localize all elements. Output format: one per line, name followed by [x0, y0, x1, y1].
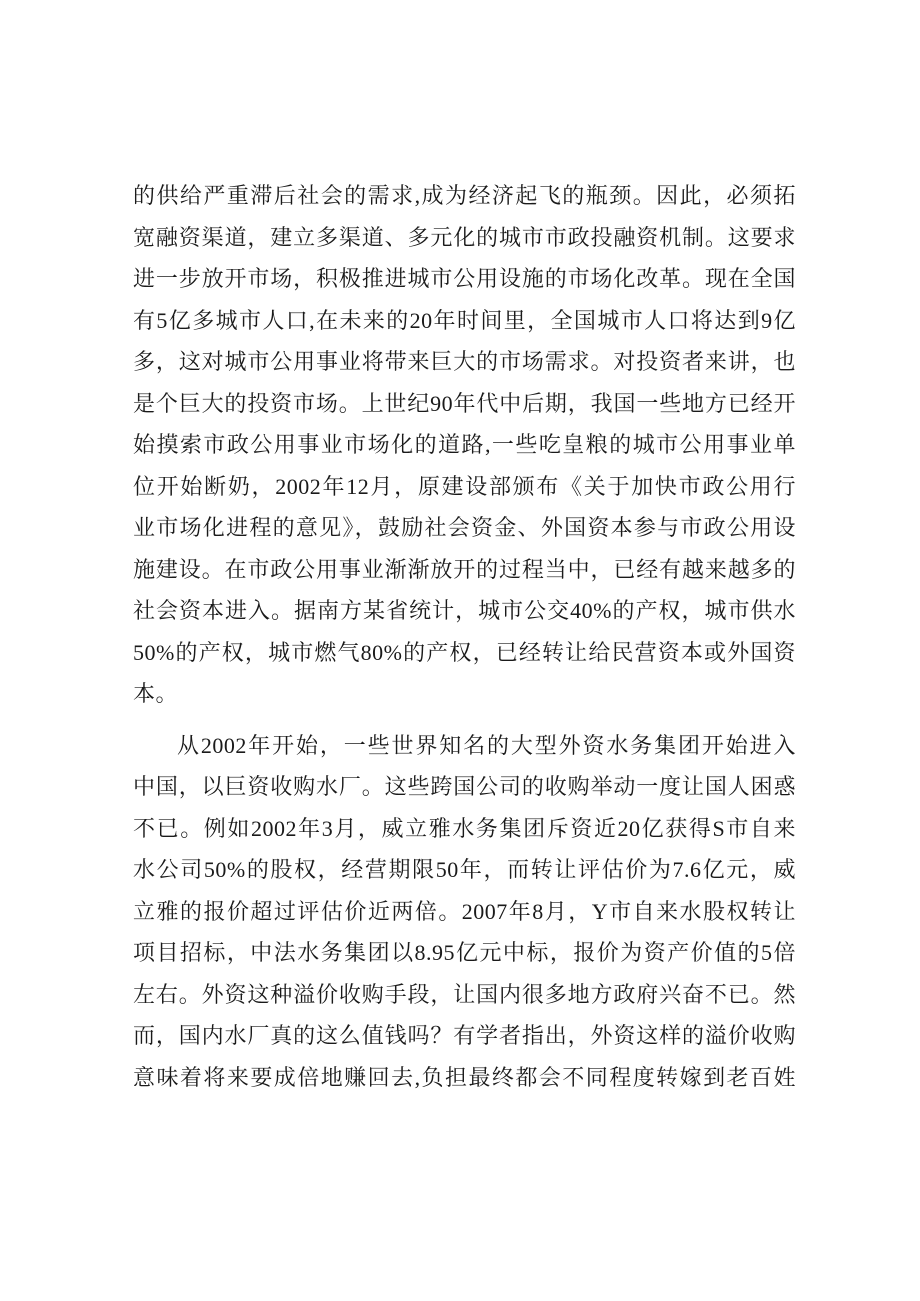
text-line: 从2002年开始，一些世界知名的大型外资水务集团开始进入	[177, 732, 796, 758]
text-line: 社会资本进入。据南方某省统计，城市公交40%的产权，城市供水	[133, 598, 796, 623]
text-line: 而，国内水厂真的这么值钱吗？有学者指出，外资这样的溢价收购	[133, 1023, 796, 1048]
paragraph-2	[133, 725, 796, 1099]
text-line: 业市场化进程的意见》，鼓励社会资金、外国资本参与市政公用设	[133, 515, 796, 540]
text-line: 水公司50%的股权，经营期限50年，而转让评估价为7.6亿元，威	[133, 857, 796, 882]
text-line: 立雅的报价超过评估价近两倍。2007年8月，Y市自来水股权转让	[133, 898, 796, 924]
text-line: 项目招标，中法水务集团以8.95亿元中标，报价为资产价值的5倍	[133, 940, 796, 965]
text-line: 施建设。在市政公用事业渐渐放开的过程当中，已经有越来越多的	[133, 556, 796, 582]
text-line: 始摸索市政公用事业市场化的道路,一些吃皇粮的城市公用事业单	[133, 432, 796, 457]
text-line: 多，这对城市公用事业将带来巨大的市场需求。对投资者来讲，也	[133, 349, 796, 374]
text-line: 意味着将来要成倍地赚回去,负担最终都会不同程度转嫁到老百姓	[133, 1064, 796, 1090]
text-line: 宽融资渠道，建立多渠道、多元化的城市市政投融资机制。这要求	[133, 224, 796, 250]
text-line: 本。	[133, 681, 179, 706]
text-line: 中国，以巨资收购水厂。这些跨国公司的收购举动一度让国人困惑	[133, 774, 796, 799]
text-line: 左右。外资这种溢价收购手段，让国内很多地方政府兴奋不已。然	[133, 981, 796, 1007]
paragraph-1	[133, 175, 796, 715]
text-line: 不已。例如2002年3月，威立雅水务集团斥资近20亿获得S市自来	[133, 815, 796, 841]
text-line: 是个巨大的投资市场。上世纪90年代中后期，我国一些地方已经开	[133, 390, 796, 416]
text-line: 有5亿多城市人口,在未来的20年时间里，全国城市人口将达到9亿	[133, 307, 796, 333]
text-line: 50%的产权，城市燃气80%的产权，已经转让给民营资本或外国资	[133, 639, 796, 665]
text-line: 位开始断奶，2002年12月，原建设部颁布《关于加快市政公用行	[133, 473, 796, 499]
text-line: 进一步放开市场，积极推进城市公用设施的市场化改革。现在全国	[133, 266, 796, 291]
body-text	[133, 175, 796, 1098]
text-line: 的供给严重滞后社会的需求,成为经济起飞的瓶颈。因此，必须拓	[133, 183, 796, 208]
